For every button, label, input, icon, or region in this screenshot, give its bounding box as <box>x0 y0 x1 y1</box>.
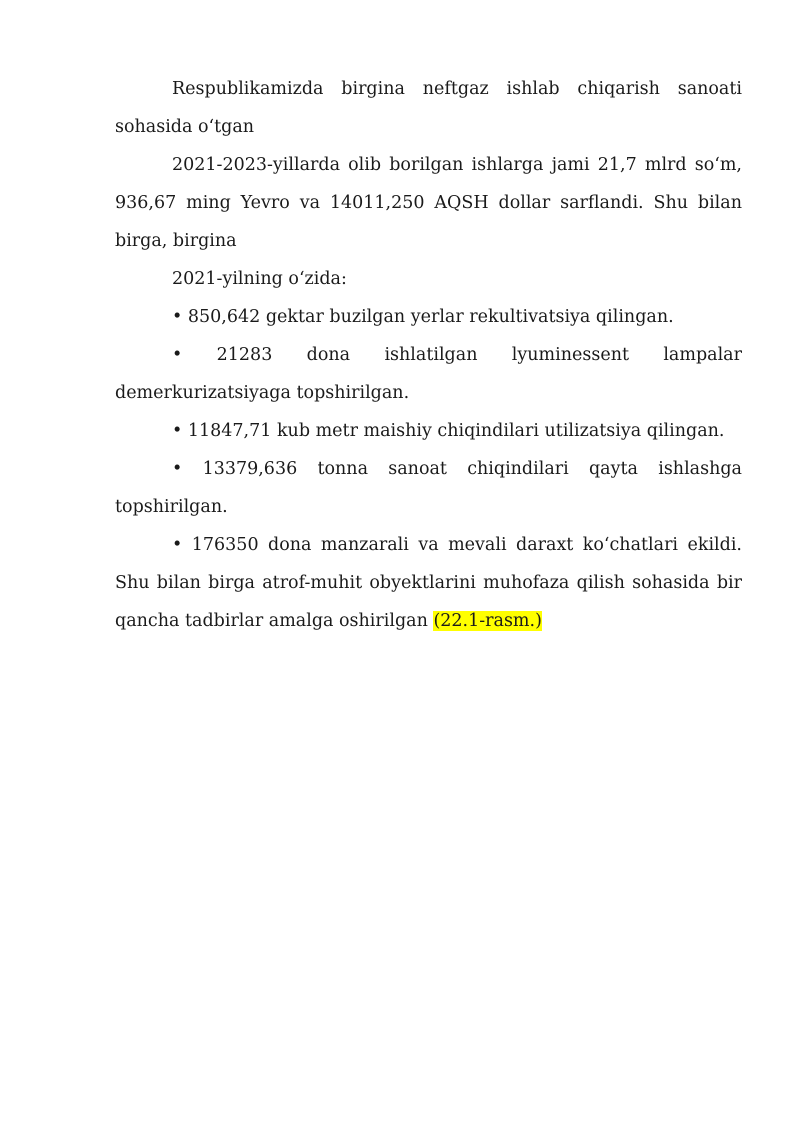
paragraph-intro: Respublikamizda birgina neftgaz ishlab chiqarish sanoati sohasida o‘tgan <box>115 79 742 137</box>
figure-reference: (22.1-rasm.) <box>433 611 542 631</box>
list-item-industrial-waste: • 13379,636 tonna sanoat chiqindilari qayta ishlashga topshirilgan. <box>115 459 742 517</box>
list-item-trees-text: • 176350 dona manzarali va mevali daraxt ko‘chatlari ekildi. Shu bilan birga atrof-muhit obyektlarini muhofaza qilish sohasida bir qancha tadbirlar amalga oshirilgan <box>115 535 742 631</box>
list-item-lamps: • 21283 dona ishlatilgan lyuminessent lampalar demerkurizatsiyaga topshirilgan. <box>115 345 742 403</box>
list-item-trees <box>115 526 742 640</box>
paragraph-expenses: 2021-2023-yillarda olib borilgan ishlarga jami 21,7 mlrd so‘m, 936,67 ming Yevro va 14011,250 AQSH dollar sarflandi. Shu bilan birga, birgina <box>115 155 742 251</box>
list-item-reclamation: • 850,642 gektar buzilgan yerlar rekultivatsiya qilingan. <box>172 307 674 327</box>
paragraph-year-2021: 2021-yilning o‘zida: <box>172 269 347 289</box>
document-body <box>115 70 742 640</box>
list-item-household-waste: • 11847,71 kub metr maishiy chiqindilari utilizatsiya qilingan. <box>172 421 725 441</box>
